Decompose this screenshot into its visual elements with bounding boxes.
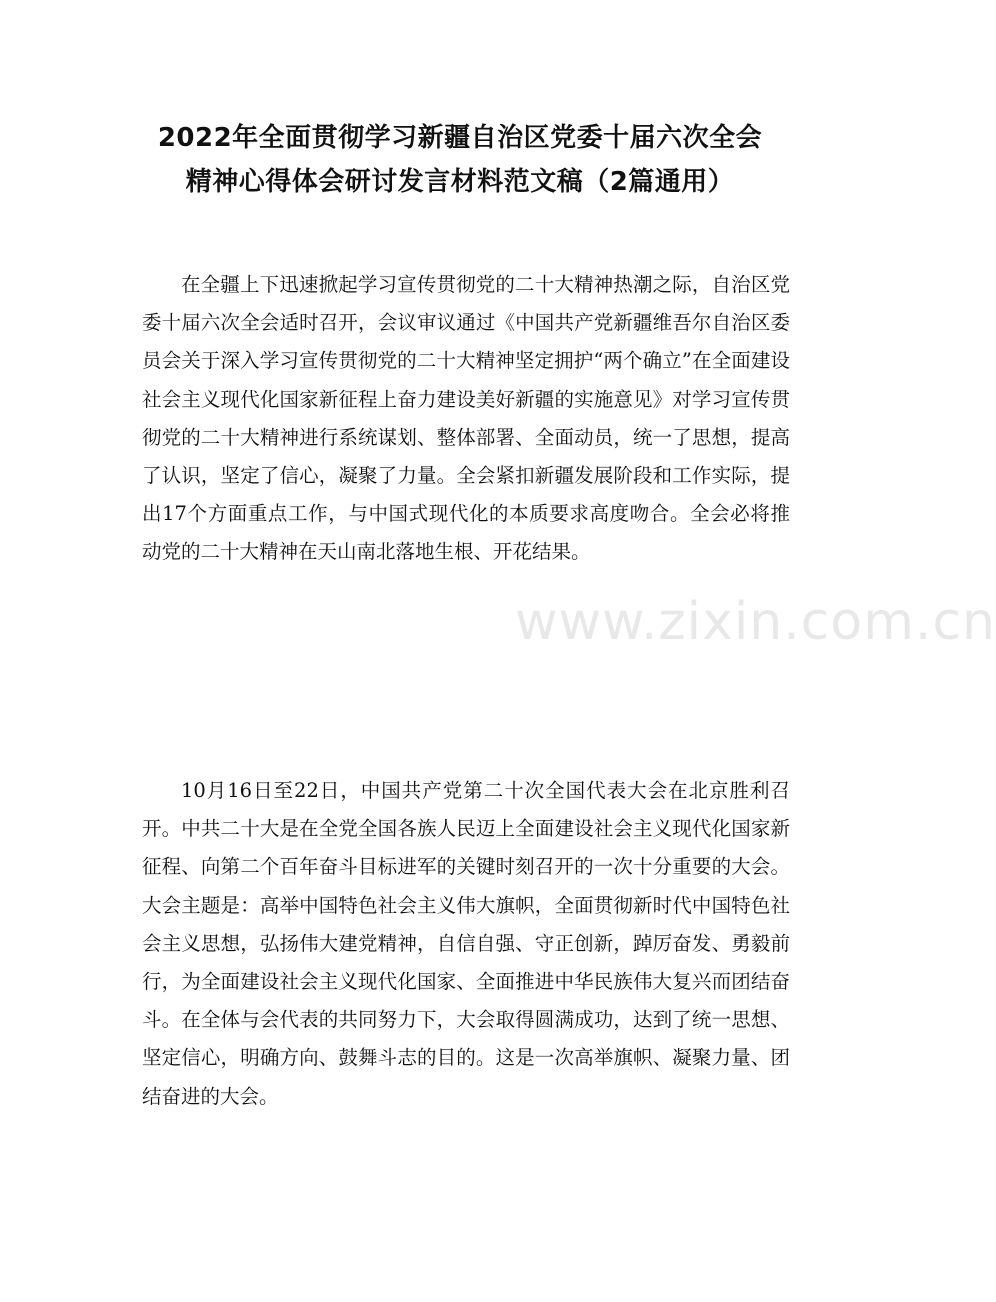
document-title <box>0 116 920 204</box>
title-line-1: 2022年全面贯彻学习新疆自治区党委十届六次全会 <box>157 123 763 153</box>
title-line-2: 精神心得体会研讨发言材料范文稿（2篇通用） <box>185 167 735 197</box>
body-paragraph-1: 在全疆上下迅速掀起学习宣传贯彻党的二十大精神热潮之际，自治区党委十届六次全会适时召开，会议审议通过《中国共产党新疆维吾尔自治区委员会关于深入学习宣传贯彻党的二十大精神坚定拥护“两个确立”在全面建设社会主义现代化国家新征程上奋力建设美好新疆的实施意见》对学习宣传贯彻党的二十大精神进行系统谋划、整体部署、全面动员，统一了思想，提高了认识，坚定了信心，凝聚了力量。全会紧扣新疆发展阶段和工作实际，提出17个方面重点工作，与中国式现代化的本质要求高度吻合。全会必将推动党的二十大精神在天山南北落地生根、开花结果。 <box>142 273 790 564</box>
watermark: www.zixin.com.cn <box>515 592 996 652</box>
body-paragraph-2: 10月16日至22日，中国共产党第二十次全国代表大会在北京胜利召开。中共二十大是在全党全国各族人民迈上全面建设社会主义现代化国家新征程、向第二个百年奋斗目标进军的关键时刻召开的一次十分重要的大会。大会主题是：高举中国特色社会主义伟大旗帜，全面贯彻新时代中国特色社会主义思想，弘扬伟大建党精神，自信自强、守正创新，踔厉奋发、勇毅前行，为全面建设社会主义现代化国家、全面推进中华民族伟大复兴而团结奋斗。在全体与会代表的共同努力下，大会取得圆满成功，达到了统一思想、坚定信心，明确方向、鼓舞斗志的目的。这是一次高举旗帜、凝聚力量、团结奋进的大会。 <box>142 779 790 1108</box>
